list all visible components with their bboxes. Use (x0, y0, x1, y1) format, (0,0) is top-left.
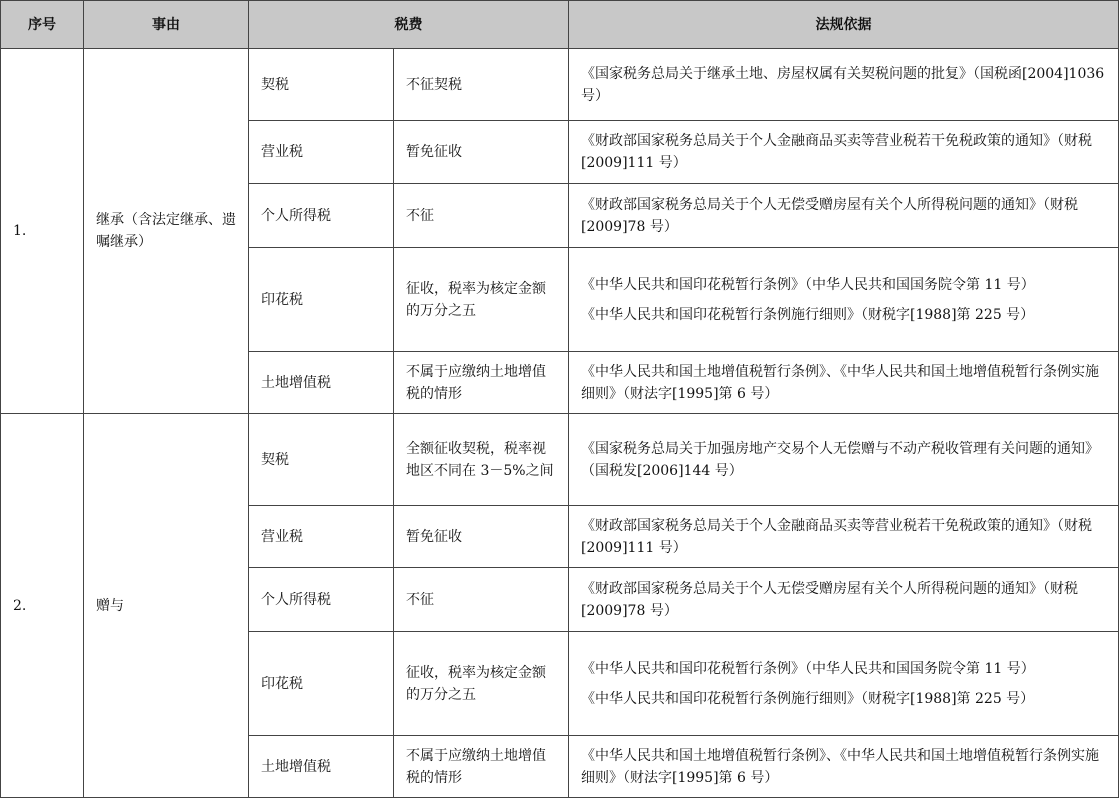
law-basis (569, 49, 1119, 121)
row-index: 2. (1, 414, 84, 798)
table-body (1, 49, 1119, 798)
tax-treatment: 不属于应缴纳土地增值税的情形 (394, 352, 569, 414)
row-cause: 赠与 (84, 414, 249, 798)
tax-name: 个人所得税 (249, 568, 394, 632)
tax-name: 契税 (249, 49, 394, 121)
law-citation: 《财政部国家税务总局关于个人金融商品买卖等营业税若干免税政策的通知》（财税[2009]111 号） (581, 517, 1092, 556)
tax-treatment: 不属于应缴纳土地增值税的情形 (394, 736, 569, 798)
tax-treatment: 不征契税 (394, 49, 569, 121)
tax-name: 土地增值税 (249, 352, 394, 414)
table-header (1, 1, 1119, 49)
row-cause: 继承（含法定继承、遗嘱继承） (84, 49, 249, 414)
law-citation: 《中华人民共和国印花税暂行条例》（中华人民共和国国务院令第 11 号） (581, 660, 1035, 677)
header-row (1, 1, 1119, 49)
law-citation: 《中华人民共和国土地增值税暂行条例》、《中华人民共和国土地增值税暂行条例实施细则》（财法字[1995]第 6 号） (581, 363, 1099, 402)
law-citation: 《中华人民共和国印花税暂行条例施行细则》（财税字[1988]第 225 号） (581, 306, 1035, 323)
law-citation: 《中华人民共和国土地增值税暂行条例》、《中华人民共和国土地增值税暂行条例实施细则》（财法字[1995]第 6 号） (581, 747, 1099, 786)
law-citation: 《财政部国家税务总局关于个人无偿受赠房屋有关个人所得税问题的通知》（财税[2009]78 号） (581, 580, 1078, 619)
tax-name: 印花税 (249, 248, 394, 352)
row-index: 1. (1, 49, 84, 414)
law-citation: 《中华人民共和国印花税暂行条例》（中华人民共和国国务院令第 11 号） (581, 276, 1035, 293)
tax-name: 营业税 (249, 121, 394, 184)
law-basis (569, 736, 1119, 798)
tax-treatment: 全额征收契税，税率视地区不同在 3－5%之间 (394, 414, 569, 506)
law-basis (569, 352, 1119, 414)
tax-treatment: 征收，税率为核定金额的万分之五 (394, 632, 569, 736)
table-row (1, 49, 1119, 121)
tax-treatment: 不征 (394, 184, 569, 248)
table-row (1, 414, 1119, 506)
header-law: 法规依据 (569, 1, 1119, 49)
law-basis (569, 414, 1119, 506)
law-citation: 《中华人民共和国印花税暂行条例施行细则》（财税字[1988]第 225 号） (581, 690, 1035, 707)
law-basis (569, 248, 1119, 352)
header-cause: 事由 (84, 1, 249, 49)
law-basis (569, 506, 1119, 568)
tax-treatment: 不征 (394, 568, 569, 632)
header-index: 序号 (1, 1, 84, 49)
law-citation: 《财政部国家税务总局关于个人金融商品买卖等营业税若干免税政策的通知》（财税[2009]111 号） (581, 133, 1092, 171)
tax-name: 契税 (249, 414, 394, 506)
header-tax: 税费 (249, 1, 569, 49)
law-basis (569, 184, 1119, 248)
law-basis (569, 121, 1119, 184)
law-citation: 《财政部国家税务总局关于个人无偿受赠房屋有关个人所得税问题的通知》（财税[2009]78 号） (581, 196, 1078, 235)
tax-name: 印花税 (249, 632, 394, 736)
tax-treatment: 暂免征收 (394, 121, 569, 184)
tax-name: 营业税 (249, 506, 394, 568)
tax-treatment: 暂免征收 (394, 506, 569, 568)
tax-name: 土地增值税 (249, 736, 394, 798)
law-citation: 《国家税务总局关于加强房地产交易个人无偿赠与不动产税收管理有关问题的通知》（国税发[2006]144 号） (581, 440, 1099, 479)
law-citation: 《国家税务总局关于继承土地、房屋权属有关契税问题的批复》（国税函[2004]1036 号） (581, 65, 1105, 104)
law-basis (569, 632, 1119, 736)
tax-treatment: 征收，税率为核定金额的万分之五 (394, 248, 569, 352)
tax-name: 个人所得税 (249, 184, 394, 248)
law-basis (569, 568, 1119, 632)
